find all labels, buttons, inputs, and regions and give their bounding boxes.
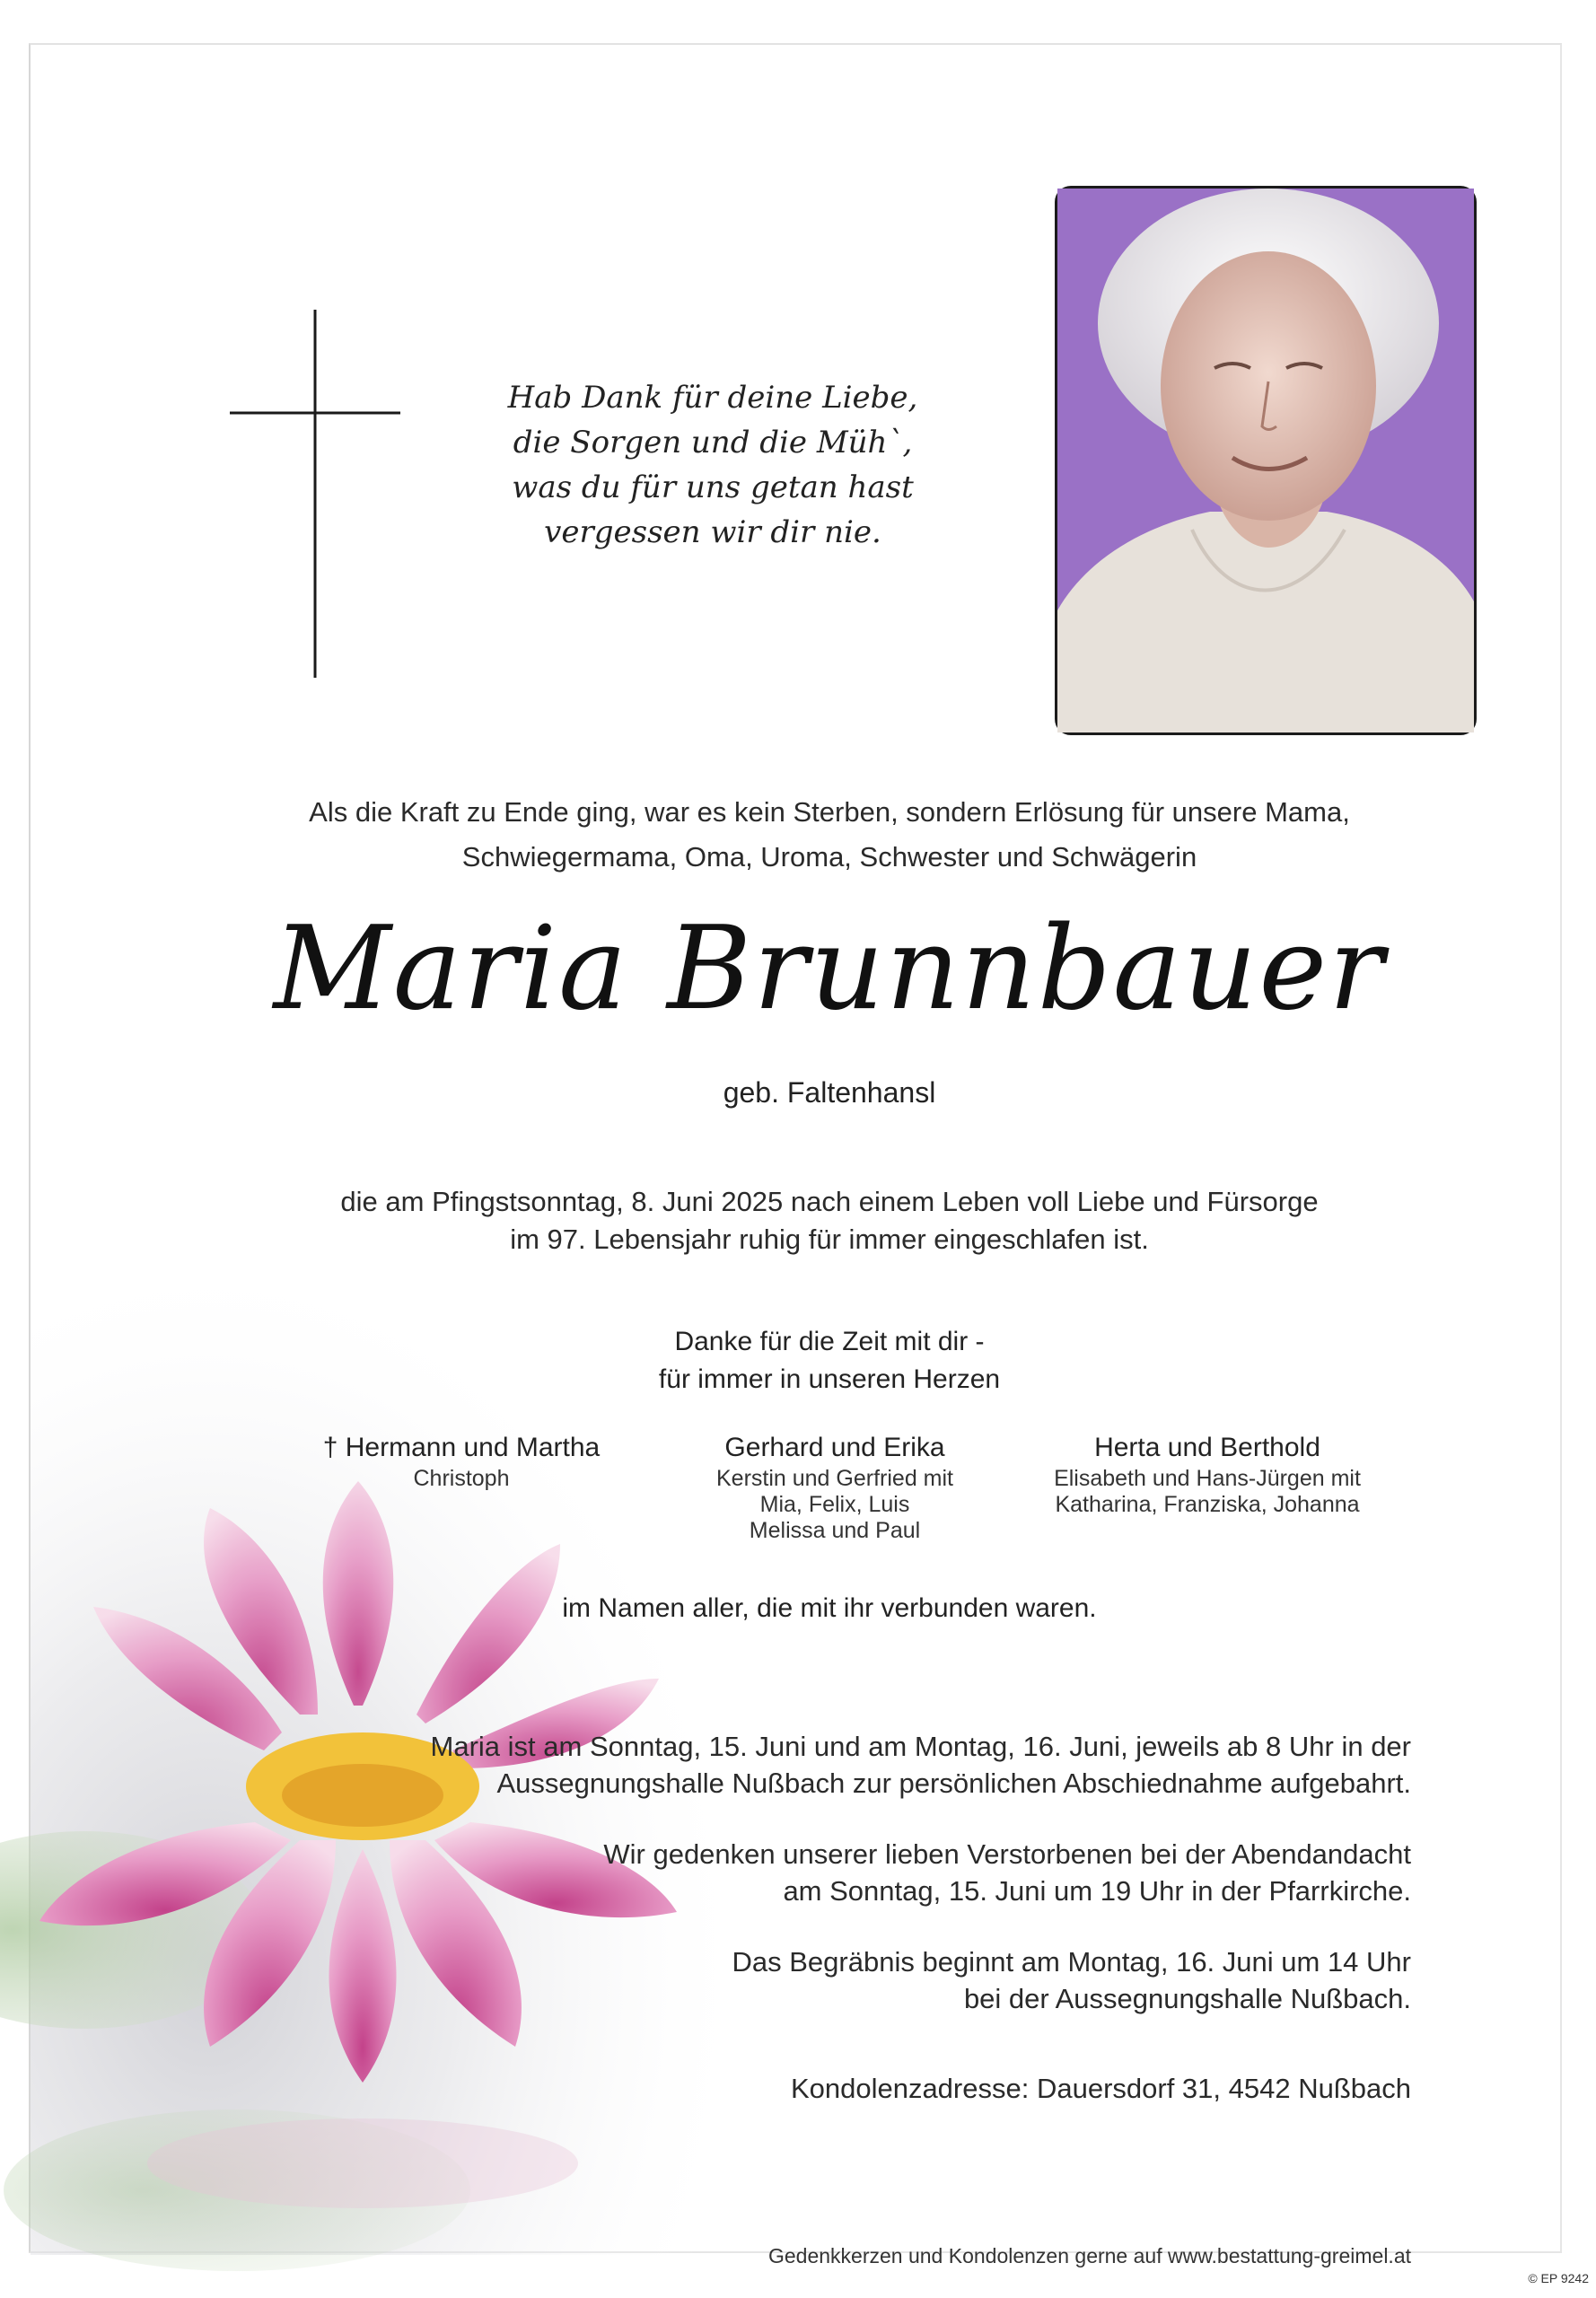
maiden-name: geb. Faltenhansl [723,1076,936,1109]
family-head: † Hermann und Martha [322,1433,601,1462]
family-head: Gerhard und Erika [724,1433,945,1462]
family-member: Christoph [413,1466,510,1491]
print-code: © EP 9242 [1528,2271,1589,2285]
quote-line: Hab Dank für deine Liebe, [507,380,918,416]
death-notice [246,1183,1413,1259]
memorial-quote [479,375,946,555]
thanks-line: für immer in unseren Herzen [658,1364,1001,1394]
portrait-photo [1055,186,1477,735]
portrait-illustration [1057,189,1474,732]
intro-line: Als die Kraft zu Ende ging, war es kein Sterben, sondern Erlösung für unsere Mama, [309,796,1350,828]
cross-icon [230,310,400,678]
family-member: Katharina, Franziska, Johanna [1055,1492,1360,1517]
info-line: Das Begräbnis beginnt am Montag, 16. Juni um 14 Uhr [732,1946,1411,1978]
family-head: Herta und Berthold [1094,1433,1320,1462]
evening-prayer-info [424,1836,1411,1909]
funeral-info [424,1943,1411,2017]
family-group [264,1430,659,1492]
quote-line: was du für uns getan hast [512,469,914,505]
info-line: am Sonntag, 15. Juni um 19 Uhr in der Pfarrkirche. [783,1875,1411,1907]
deceased-name: Maria Brunnbauer [273,902,1386,1036]
family-group [1010,1430,1405,1518]
info-line: Wir gedenken unserer lieben Verstorbenen bei der Abendandacht [603,1838,1411,1870]
family-group [637,1430,1032,1544]
info-line: bei der Aussegnungshalle Nußbach. [963,1983,1411,2014]
family-member: Kerstin und Gerfried mit [716,1466,953,1491]
family-member: Melissa und Paul [749,1518,921,1543]
info-line: Maria ist am Sonntag, 15. Juni und am Montag, 16. Juni, jeweils ab 8 Uhr in der [430,1731,1411,1762]
footer-website-note: Gedenkkerzen und Kondolenzen gerne auf www.bestattung-greimel.at [767,2244,1411,2267]
intro-text [246,790,1413,880]
info-line: Aussegnungshalle Nußbach zur persönlichen Abschiednahme aufgebahrt. [496,1767,1411,1799]
family-member: Elisabeth und Hans-Jürgen mit [1054,1466,1361,1491]
on-behalf-text: im Namen aller, die mit ihr verbunden waren. [562,1593,1097,1623]
quote-line: vergessen wir dir nie. [544,514,881,550]
thanks-text [425,1323,1233,1399]
parte-card [29,43,1562,2267]
viewing-info [424,1728,1411,1802]
death-notice-line: die am Pfingstsonntag, 8. Juni 2025 nach einem Leben voll Liebe und Fürsorge [340,1186,1319,1217]
info-line: Kondolenzadresse: Dauersdorf 31, 4542 Nußbach [790,2073,1411,2104]
thanks-line: Danke für die Zeit mit dir - [674,1327,985,1356]
family-member: Mia, Felix, Luis [759,1492,910,1517]
condolence-address [424,2070,1411,2107]
death-notice-line: im 97. Lebensjahr ruhig für immer eingeschlafen ist. [510,1224,1149,1255]
intro-line: Schwiegermama, Oma, Uroma, Schwester und Schwägerin [461,841,1197,873]
quote-line: die Sorgen und die Müh`, [513,425,913,460]
